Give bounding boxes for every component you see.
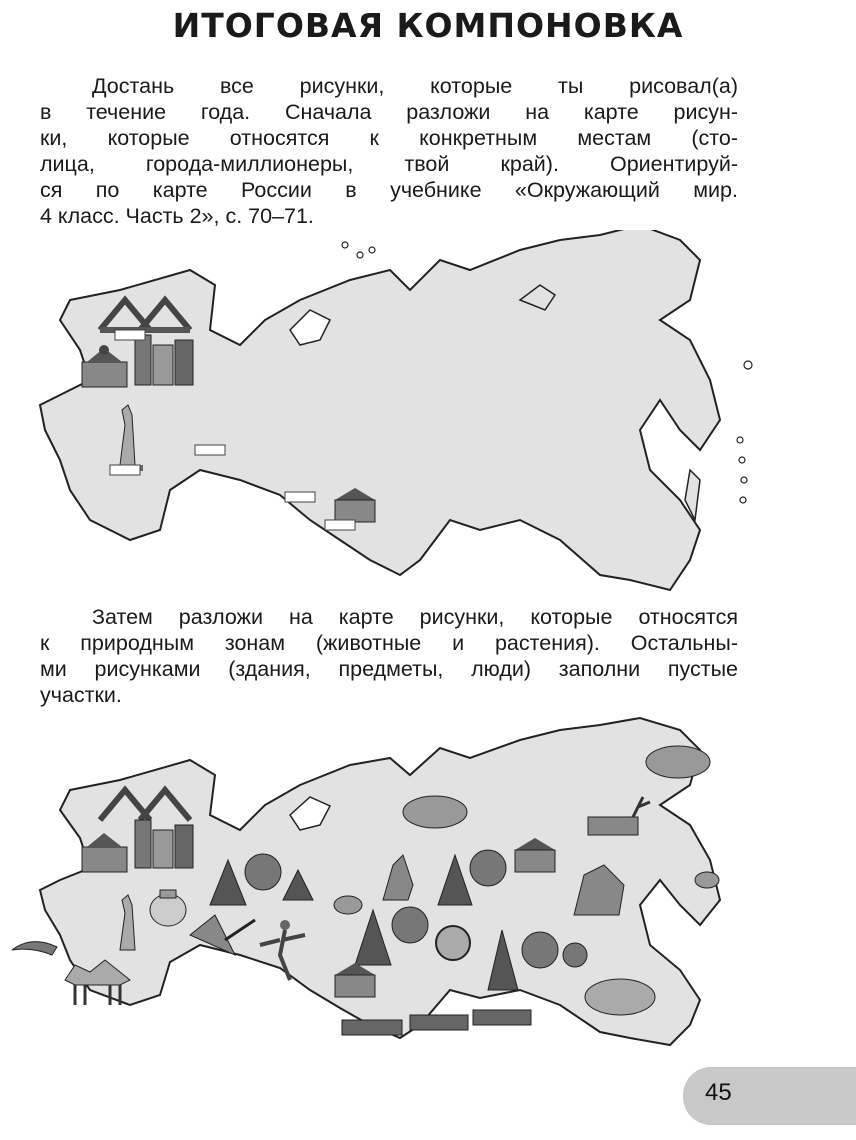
- page-title: ИТОГОВАЯ КОМПОНОВКА: [172, 6, 684, 45]
- paragraph-line: лица, города-миллионеры, твой край). Ориентируй-: [40, 152, 738, 176]
- paragraph-line: к природным зонам (животные и растения). Остальны-: [40, 631, 738, 655]
- paragraph-line: 4 класс. Часть 2», с. 70–71.: [40, 204, 314, 228]
- hare-icon: [695, 872, 719, 888]
- paragraph-line: Затем разложи на карте рисунки, которые относятся: [92, 605, 738, 629]
- dolphin-icon: [12, 942, 57, 955]
- page-number-tab: [683, 1067, 856, 1125]
- paragraph-line: участки.: [40, 683, 122, 707]
- russia-map-filled: [0, 712, 856, 1052]
- russia-map-empty: [0, 230, 856, 600]
- page-number: 45: [705, 1079, 732, 1106]
- russia-outline: [40, 230, 720, 590]
- tambourine-icon: [436, 926, 470, 960]
- hare-icon: [334, 896, 362, 914]
- paragraph-line: ся по карте России в учебнике «Окружающий мир.: [40, 178, 738, 202]
- instruction-paragraph-2: [40, 604, 738, 708]
- paragraph-line: ми рисунками (здания, предметы, люди) заполни пустые: [40, 657, 738, 681]
- tiger-icon: [585, 979, 655, 1015]
- paragraph-line: ки, которые относятся к конкретным местам (сто-: [40, 126, 738, 150]
- paragraph-line: Достань все рисунки, которые ты рисовал(а): [92, 74, 738, 98]
- paragraph-line: в течение года. Сначала разложи на карте рисун-: [40, 100, 738, 124]
- instruction-paragraph-1: [40, 73, 738, 229]
